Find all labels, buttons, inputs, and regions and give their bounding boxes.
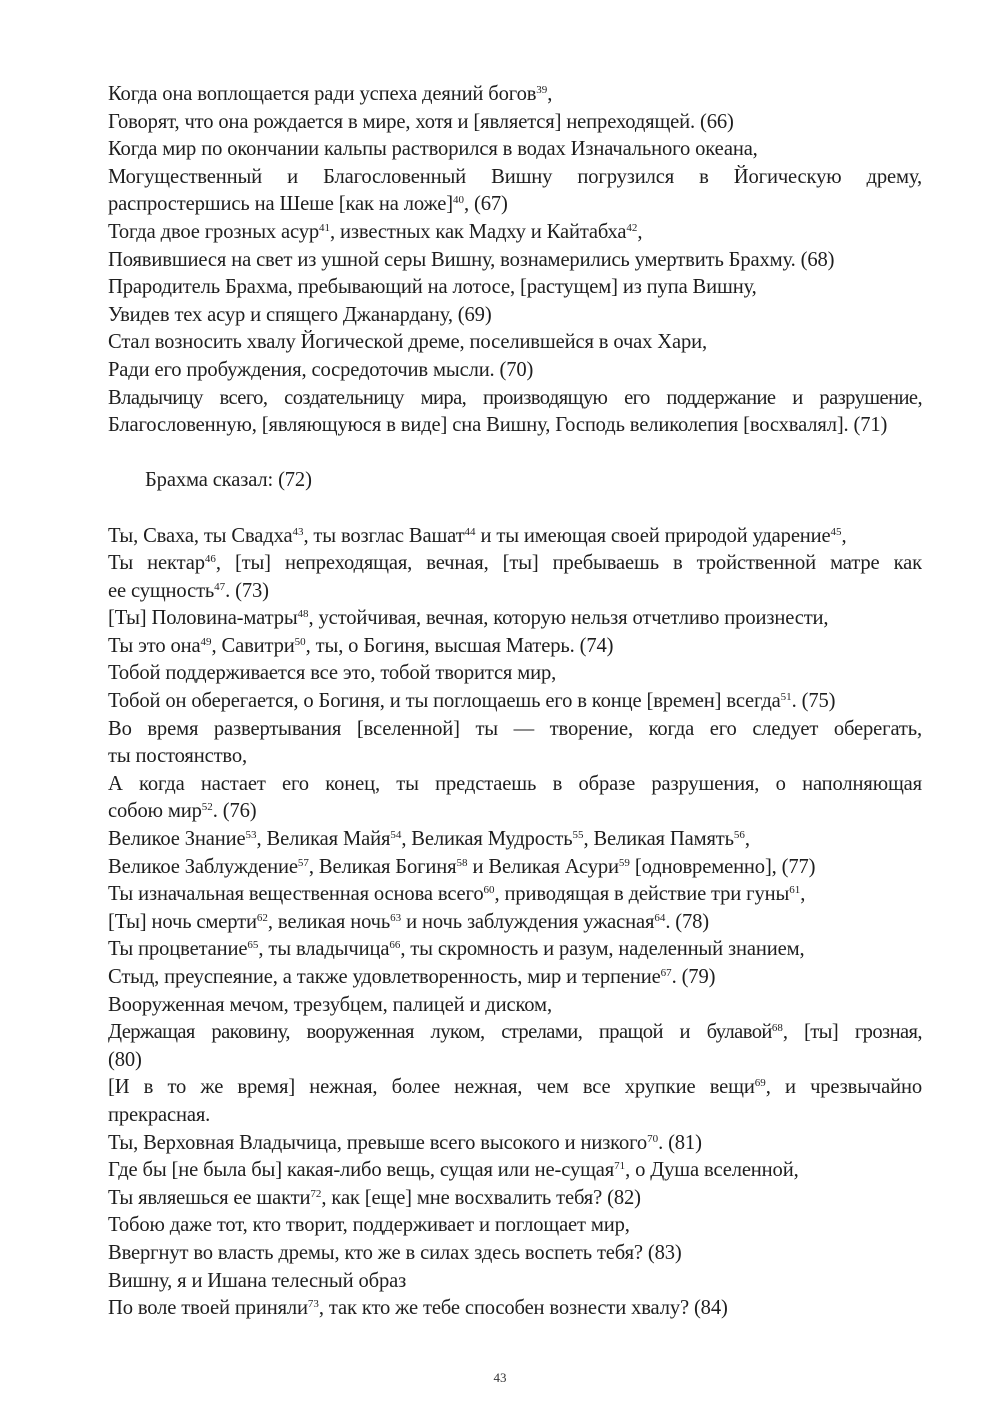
footnote-marker: 61 bbox=[789, 884, 801, 897]
text-line bbox=[108, 550, 922, 578]
footnote-marker: 55 bbox=[572, 829, 584, 842]
text-segment: Говорят, что она рождается в мире, хотя и [является] непреходящей. (66) bbox=[108, 110, 734, 133]
text-segment: . (81) bbox=[658, 1131, 702, 1154]
text-segment: и Великая Асури bbox=[467, 855, 619, 878]
text-segment: , bbox=[744, 828, 750, 851]
text-line bbox=[108, 854, 922, 882]
verse-text-body bbox=[108, 81, 922, 1323]
text-line bbox=[108, 578, 922, 606]
text-line bbox=[108, 909, 922, 937]
text-segment: , Великая Мудрость bbox=[401, 828, 573, 851]
text-segment: . (76) bbox=[212, 800, 257, 823]
footnote-marker: 71 bbox=[614, 1160, 626, 1173]
text-line bbox=[108, 743, 922, 771]
text-segment: , Великая Богиня bbox=[308, 855, 457, 878]
text-segment: Тобой поддерживается все это, тобой творится мир, bbox=[108, 662, 557, 685]
text-segment: Брахма сказал: (72) bbox=[145, 469, 312, 492]
footnote-marker: 46 bbox=[204, 553, 216, 566]
text-line bbox=[108, 964, 922, 992]
footnote-marker: 41 bbox=[319, 221, 331, 234]
footnote-marker: 63 bbox=[390, 911, 402, 924]
footnote-marker: 52 bbox=[201, 801, 213, 814]
text-line bbox=[108, 329, 922, 357]
page-number: 43 bbox=[493, 1370, 507, 1385]
text-segment: Тогда двое грозных асур bbox=[108, 220, 320, 243]
text-segment: ты постоянство, bbox=[108, 745, 248, 768]
text-segment: Во время развертывания [вселенной] ты — творение, когда его следует оберегать, bbox=[108, 717, 922, 740]
text-line bbox=[108, 881, 922, 909]
text-segment: Ты изначальная вещественная основа всего bbox=[108, 883, 484, 906]
text-segment: Великое Заблуждение bbox=[108, 855, 298, 878]
text-segment: Ты являешься ее шакти bbox=[108, 1186, 311, 1209]
text-segment: , так кто же тебе способен вознести хвалу? (84) bbox=[318, 1297, 728, 1320]
text-segment: , Савитри bbox=[211, 634, 295, 657]
text-segment: Владычицу всего, создательницу мира, производящую его поддержание и разрушение, bbox=[108, 386, 922, 409]
text-line bbox=[108, 247, 922, 275]
text-segment: А когда настает его конец, ты предстаешь в образе разрушения, о наполняющая bbox=[108, 772, 922, 795]
text-segment: Когда мир по окончании кальпы растворился в водах Изначального океана, bbox=[108, 138, 758, 161]
text-segment: , ты владычица bbox=[258, 938, 390, 961]
footnote-marker: 70 bbox=[647, 1132, 659, 1145]
text-line bbox=[108, 798, 922, 826]
text-line bbox=[108, 1157, 922, 1185]
text-line bbox=[108, 771, 922, 799]
footnote-marker: 67 bbox=[660, 967, 672, 979]
text-segment: Ты, Верховная Владычица, превыше всего высокого и низкого bbox=[108, 1131, 648, 1154]
footnote-marker: 45 bbox=[830, 525, 842, 538]
text-segment: (80) bbox=[108, 1048, 142, 1071]
text-segment: Ты нектар bbox=[108, 552, 205, 575]
text-segment: , известных как Мадху и Кайтабха bbox=[330, 220, 627, 243]
text-line bbox=[108, 1212, 922, 1240]
text-line bbox=[108, 660, 922, 688]
text-segment: , ты возглас Вашат bbox=[303, 524, 465, 547]
text-segment: и ты имеющая своей природой ударение bbox=[475, 524, 831, 547]
text-segment: Ты это она bbox=[108, 634, 201, 657]
text-line bbox=[108, 1102, 922, 1130]
footnote-marker: 42 bbox=[626, 221, 638, 234]
footnote-marker: 50 bbox=[294, 635, 306, 648]
text-segment: Появившиеся на свет из ушной серы Вишну, вознамерились умертвить Брахму. (68) bbox=[108, 248, 835, 271]
text-segment: распростершись на Шеше [как на ложе] bbox=[108, 193, 453, 216]
footnote-marker: 60 bbox=[483, 884, 495, 897]
stanza-gap bbox=[108, 495, 922, 523]
text-segment: Тобою даже тот, кто творит, поддерживает и поглощает мир, bbox=[108, 1214, 630, 1237]
text-segment: , ты скромность и разум, наделенный знанием, bbox=[400, 938, 805, 961]
text-line bbox=[108, 136, 922, 164]
text-line bbox=[108, 302, 922, 330]
text-line bbox=[108, 1185, 922, 1213]
footnote-marker: 43 bbox=[292, 525, 304, 538]
text-line bbox=[108, 936, 922, 964]
text-segment: , bbox=[841, 524, 847, 547]
footnote-marker: 62 bbox=[256, 911, 268, 924]
text-line bbox=[108, 605, 922, 633]
text-segment: Ты, Сваха, ты Свадха bbox=[108, 524, 293, 547]
footnote-marker: 69 bbox=[754, 1077, 766, 1090]
text-segment: Могущественный и Благословенный Вишну погрузился в Йогическую дрему, bbox=[108, 165, 922, 188]
text-segment: , Великая Память bbox=[583, 828, 734, 851]
text-segment: Ввергнут во власть дремы, кто же в силах здесь воспеть тебя? (83) bbox=[108, 1241, 682, 1264]
text-segment: . (78) bbox=[665, 910, 710, 933]
text-line bbox=[108, 109, 922, 137]
text-line bbox=[108, 274, 922, 302]
text-segment: [Ты] Половина-матры bbox=[108, 607, 298, 630]
text-segment: Держащая раковину, вооруженная луком, стрелами, пращой и булавой bbox=[108, 1021, 772, 1044]
text-line bbox=[108, 1047, 922, 1075]
footnote-marker: 57 bbox=[297, 856, 309, 869]
text-line bbox=[108, 357, 922, 385]
text-segment: , как [еще] мне восхвалить тебя? (82) bbox=[321, 1186, 641, 1209]
text-segment: Где бы [не была бы] какая-либо вещь, сущая или не-сущая bbox=[108, 1159, 615, 1182]
text-line bbox=[108, 523, 922, 551]
footnote-marker: 56 bbox=[733, 829, 745, 842]
footnote-marker: 44 bbox=[464, 525, 476, 538]
text-segment: Ради его пробуждения, сосредоточив мысли. (70) bbox=[108, 358, 534, 381]
stanza-gap bbox=[108, 440, 922, 468]
text-segment: Прародитель Брахма, пребывающий на лотосе, [растущем] из пупа Вишну, bbox=[108, 276, 757, 299]
footnote-marker: 72 bbox=[310, 1187, 322, 1200]
footnote-marker: 73 bbox=[307, 1298, 319, 1311]
text-line bbox=[108, 81, 922, 109]
text-segment: . (75) bbox=[791, 690, 836, 713]
text-segment: , великая ночь bbox=[267, 910, 391, 933]
text-segment: , устойчивая, вечная, которую нельзя отчетливо произнести, bbox=[308, 607, 829, 630]
text-segment: , и чрезвычайно bbox=[765, 1076, 922, 1099]
text-segment: , bbox=[547, 83, 553, 105]
footnote-marker: 39 bbox=[536, 84, 548, 96]
text-segment: Вооруженная мечом, трезубцем, палицей и диском, bbox=[108, 993, 552, 1016]
text-segment: , (67) bbox=[464, 193, 508, 216]
text-line bbox=[108, 633, 922, 661]
text-line bbox=[108, 385, 922, 413]
text-line bbox=[108, 1130, 922, 1158]
text-line bbox=[108, 164, 922, 192]
text-segment: Увидев тех асур и спящего Джанардану, (69) bbox=[108, 303, 492, 326]
text-line bbox=[108, 688, 922, 716]
text-segment: , Великая Майя bbox=[256, 828, 391, 851]
text-line bbox=[108, 219, 922, 247]
text-segment: , приводящая в действие три гуны bbox=[494, 883, 790, 906]
text-line bbox=[108, 826, 922, 854]
speaker-heading bbox=[108, 467, 922, 495]
text-segment: Стыд, преуспеяние, а также удовлетворенность, мир и терпение bbox=[108, 966, 661, 988]
text-segment: По воле твоей приняли bbox=[108, 1297, 308, 1320]
text-line bbox=[108, 1295, 922, 1323]
text-line bbox=[108, 716, 922, 744]
text-segment: Благословенную, [являющуюся в виде] сна Вишну, Господь великолепия [восхвалял]. (71) bbox=[108, 414, 888, 437]
text-segment: , о Душа вселенной, bbox=[625, 1159, 799, 1182]
text-segment: [одновременно], (77) bbox=[629, 855, 816, 878]
footnote-marker: 58 bbox=[456, 856, 468, 869]
text-segment: Ты процветание bbox=[108, 938, 248, 961]
footnote-marker: 54 bbox=[390, 829, 402, 842]
footnote-marker: 65 bbox=[247, 939, 259, 952]
text-segment: Великое Знание bbox=[108, 828, 246, 851]
footnote-marker: 48 bbox=[297, 608, 309, 621]
footnote-marker: 66 bbox=[389, 939, 401, 952]
text-segment: Тобой он оберегается, о Богиня, и ты поглощаешь его в конце [времен] всегда bbox=[108, 690, 781, 713]
text-segment: прекрасная. bbox=[108, 1103, 211, 1126]
text-segment: , [ты] грозная, bbox=[782, 1021, 922, 1044]
text-line bbox=[108, 1019, 922, 1047]
text-line bbox=[108, 191, 922, 219]
text-line bbox=[108, 1240, 922, 1268]
text-segment: , [ты] непреходящая, вечная, [ты] пребываешь в тройственной матре как bbox=[215, 552, 922, 575]
text-segment: [Ты] ночь смерти bbox=[108, 910, 257, 933]
footnote-marker: 49 bbox=[200, 635, 212, 648]
footnote-marker: 68 bbox=[771, 1022, 783, 1035]
text-segment: Стал возносить хвалу Йогической дреме, поселившейся в очах Хари, bbox=[108, 331, 708, 354]
text-segment: Когда она воплощается ради успеха деяний богов bbox=[108, 83, 537, 105]
footnote-marker: 59 bbox=[618, 856, 630, 869]
text-segment: , ты, о Богиня, высшая Матерь. (74) bbox=[305, 634, 614, 657]
text-segment: . (79) bbox=[671, 966, 716, 988]
footnote-marker: 51 bbox=[780, 691, 792, 704]
text-line bbox=[108, 1268, 922, 1296]
text-line bbox=[108, 412, 922, 440]
text-line bbox=[108, 992, 922, 1020]
footnote-marker: 47 bbox=[214, 580, 226, 593]
footnote-marker: 40 bbox=[453, 194, 464, 207]
text-segment: собою мир bbox=[108, 800, 202, 823]
text-segment: , bbox=[800, 883, 806, 906]
text-line bbox=[108, 1074, 922, 1102]
text-segment: ее сущность bbox=[108, 579, 215, 602]
text-segment: и ночь заблуждения ужасная bbox=[401, 910, 655, 933]
text-segment: , bbox=[637, 220, 643, 243]
footnote-marker: 53 bbox=[245, 829, 257, 842]
text-segment: . (73) bbox=[225, 579, 269, 602]
text-segment: [И в то же время] нежная, более нежная, чем все хрупкие вещи bbox=[108, 1076, 755, 1099]
footnote-marker: 64 bbox=[654, 911, 666, 924]
text-segment: Вишну, я и Ишана телесный образ bbox=[108, 1269, 407, 1292]
